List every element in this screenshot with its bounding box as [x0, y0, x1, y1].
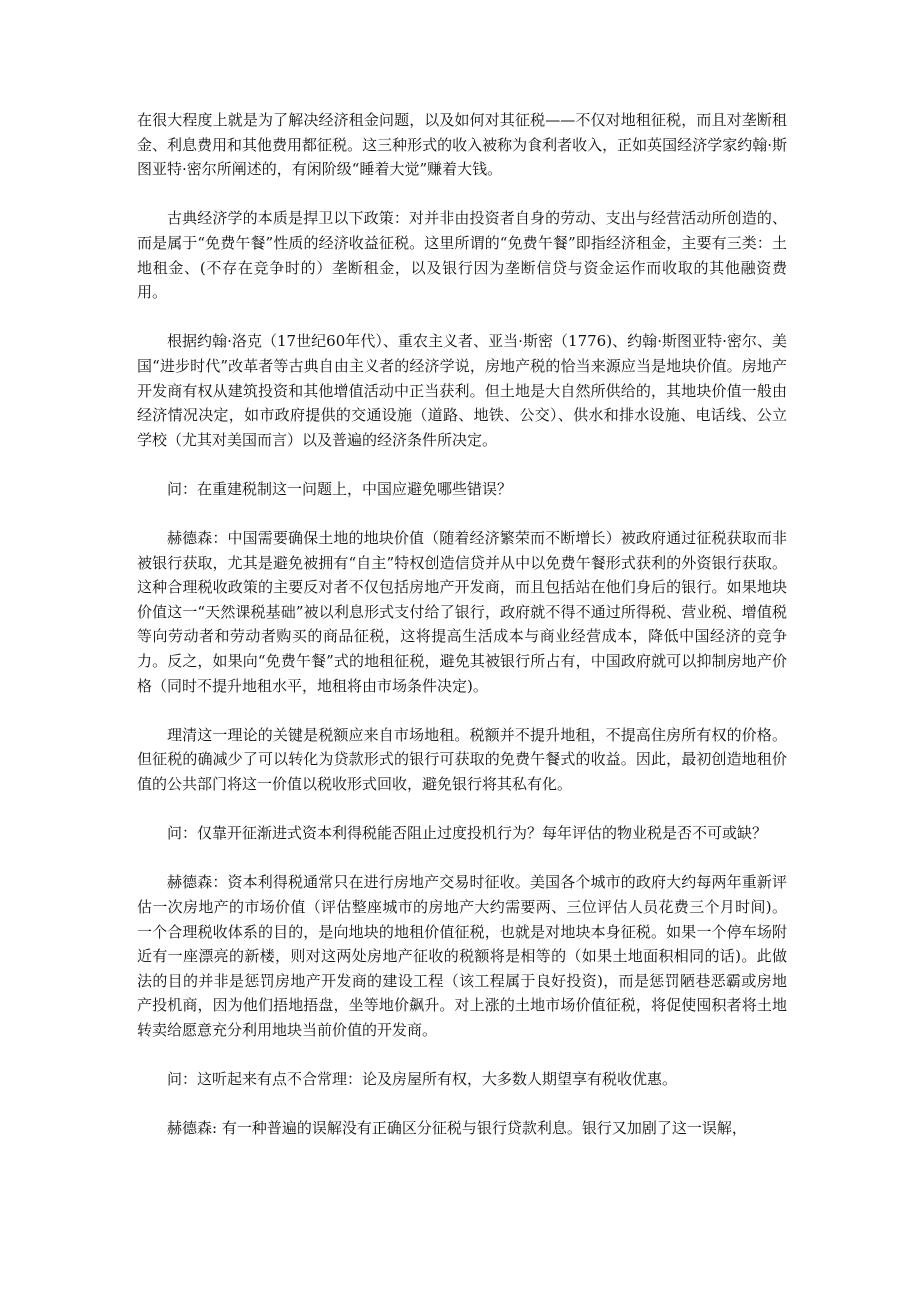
- question-2: 问：仅靠开征渐进式资本利得税能否阻止过度投机行为？每年评估的物业税是否不可或缺？: [167, 824, 768, 843]
- question-3: 问：这听起来有点不合常理：论及房屋所有权，大多数人期望享有税收优惠。: [167, 1070, 678, 1089]
- answer-3: 赫德森: 有一种普遍的误解没有正确区分征税与银行贷款利息。银行又加剧了这一误解，: [167, 1119, 747, 1138]
- answer-1: 赫德森：中国需要确保土地的地块价值（随着经济繁荣而不断增长）被政府通过征税获取而非被银行获取，尤其是避免被拥有“自主”特权创造信贷并从中以免费午餐形式获利的外资银行获取。这种合理税收政策的主要反对者不仅包括房地产开发商，而且包括站在他们身后的银行。如果地块价值这一“天然课税基础”被以利息形式支付给了银行，政府就不得不通过所得税、营业税、增值税等向劳动者和劳动者购买的商品征税，这将提高生活成本与商业经营成本，降低中国经济的竞争力。反之，如果向“免费午餐”式的地租征税，避免其被银行所占有，中国政府就可以抑制房地产价格（同时不提升地租水平，地租将由市场条件决定)。: [137, 529, 787, 695]
- paragraph-4: 理清这一理论的关键是税额应来自市场地租。税额并不提升地租，不提高住房所有权的价格。但征税的确减少了可以转化为贷款形式的银行可获取的免费午餐式的收益。因此，最初创造地租价值的公共部门将这一价值以税收形式回收，避免银行将其私有化。: [137, 725, 787, 794]
- paragraph-3: 根据约翰·洛克（17世纪60年代）、重农主义者、亚当·斯密（1776)、约翰·斯图亚特·密尔、美国“进步时代”改革者等古典自由主义者的经济学说，房地产税的恰当来源应当是地块价值。房地产开发商有权从建筑投资和其他增值活动中正当获利。但土地是大自然所供给的，其地块价值一般由经济情况决定，如市政府提供的交通设施（道路、地铁、公交）、供水和排水设施、电话线、公立学校（尤其对美国而言）以及普遍的经济条件所决定。: [137, 332, 787, 449]
- answer-2: 赫德森：资本利得税通常只在进行房地产交易时征收。美国各个城市的政府大约每两年重新评估一次房地产的市场价值（评估整座城市的房地产大约需要两、三位评估人员花费三个月时间)。一个合理税收体系的目的，是向地块的地租价值征税，也就是对地块本身征税。如果一个停车场附近有一座漂亮的新楼，则对这两处房地产征收的税额将是相等的（如果土地面积相同的话)。此做法的目的并非是惩罚房地产开发商的建设工程（该工程属于良好投资)，而是惩罚陋巷恶霸或房地产投机商，因为他们捂地捂盘，坐等地价飙升。对上涨的土地市场价值征税，将促使囤积者将土地转卖给愿意充分利用地块当前价值的开发商。: [137, 873, 787, 1039]
- question-1: 问：在重建税制这一问题上，中国应避免哪些错误？: [167, 479, 513, 498]
- paragraph-2: 古典经济学的本质是捍卫以下政策：对并非由投资者自身的劳动、支出与经营活动所创造的、而是属于“免费午餐”性质的经济收益征税。这里所谓的“免费午餐”即指经济租金，主要有三类：土地租金、(不存在竞争时的）垄断租金，以及银行因为垄断信贷与资金运作而收取的其他融资费用。: [137, 209, 787, 302]
- document-body: [137, 108, 787, 1141]
- paragraph-1: 在很大程度上就是为了解决经济租金问题，以及如何对其征税——不仅对地租征税，而且对垄断租金、利息费用和其他费用都征税。这三种形式的收入被称为食利者收入，正如英国经济学家约翰·斯图亚特·密尔所阐述的，有闲阶级“睡着大觉”赚着大钱。: [137, 111, 787, 179]
